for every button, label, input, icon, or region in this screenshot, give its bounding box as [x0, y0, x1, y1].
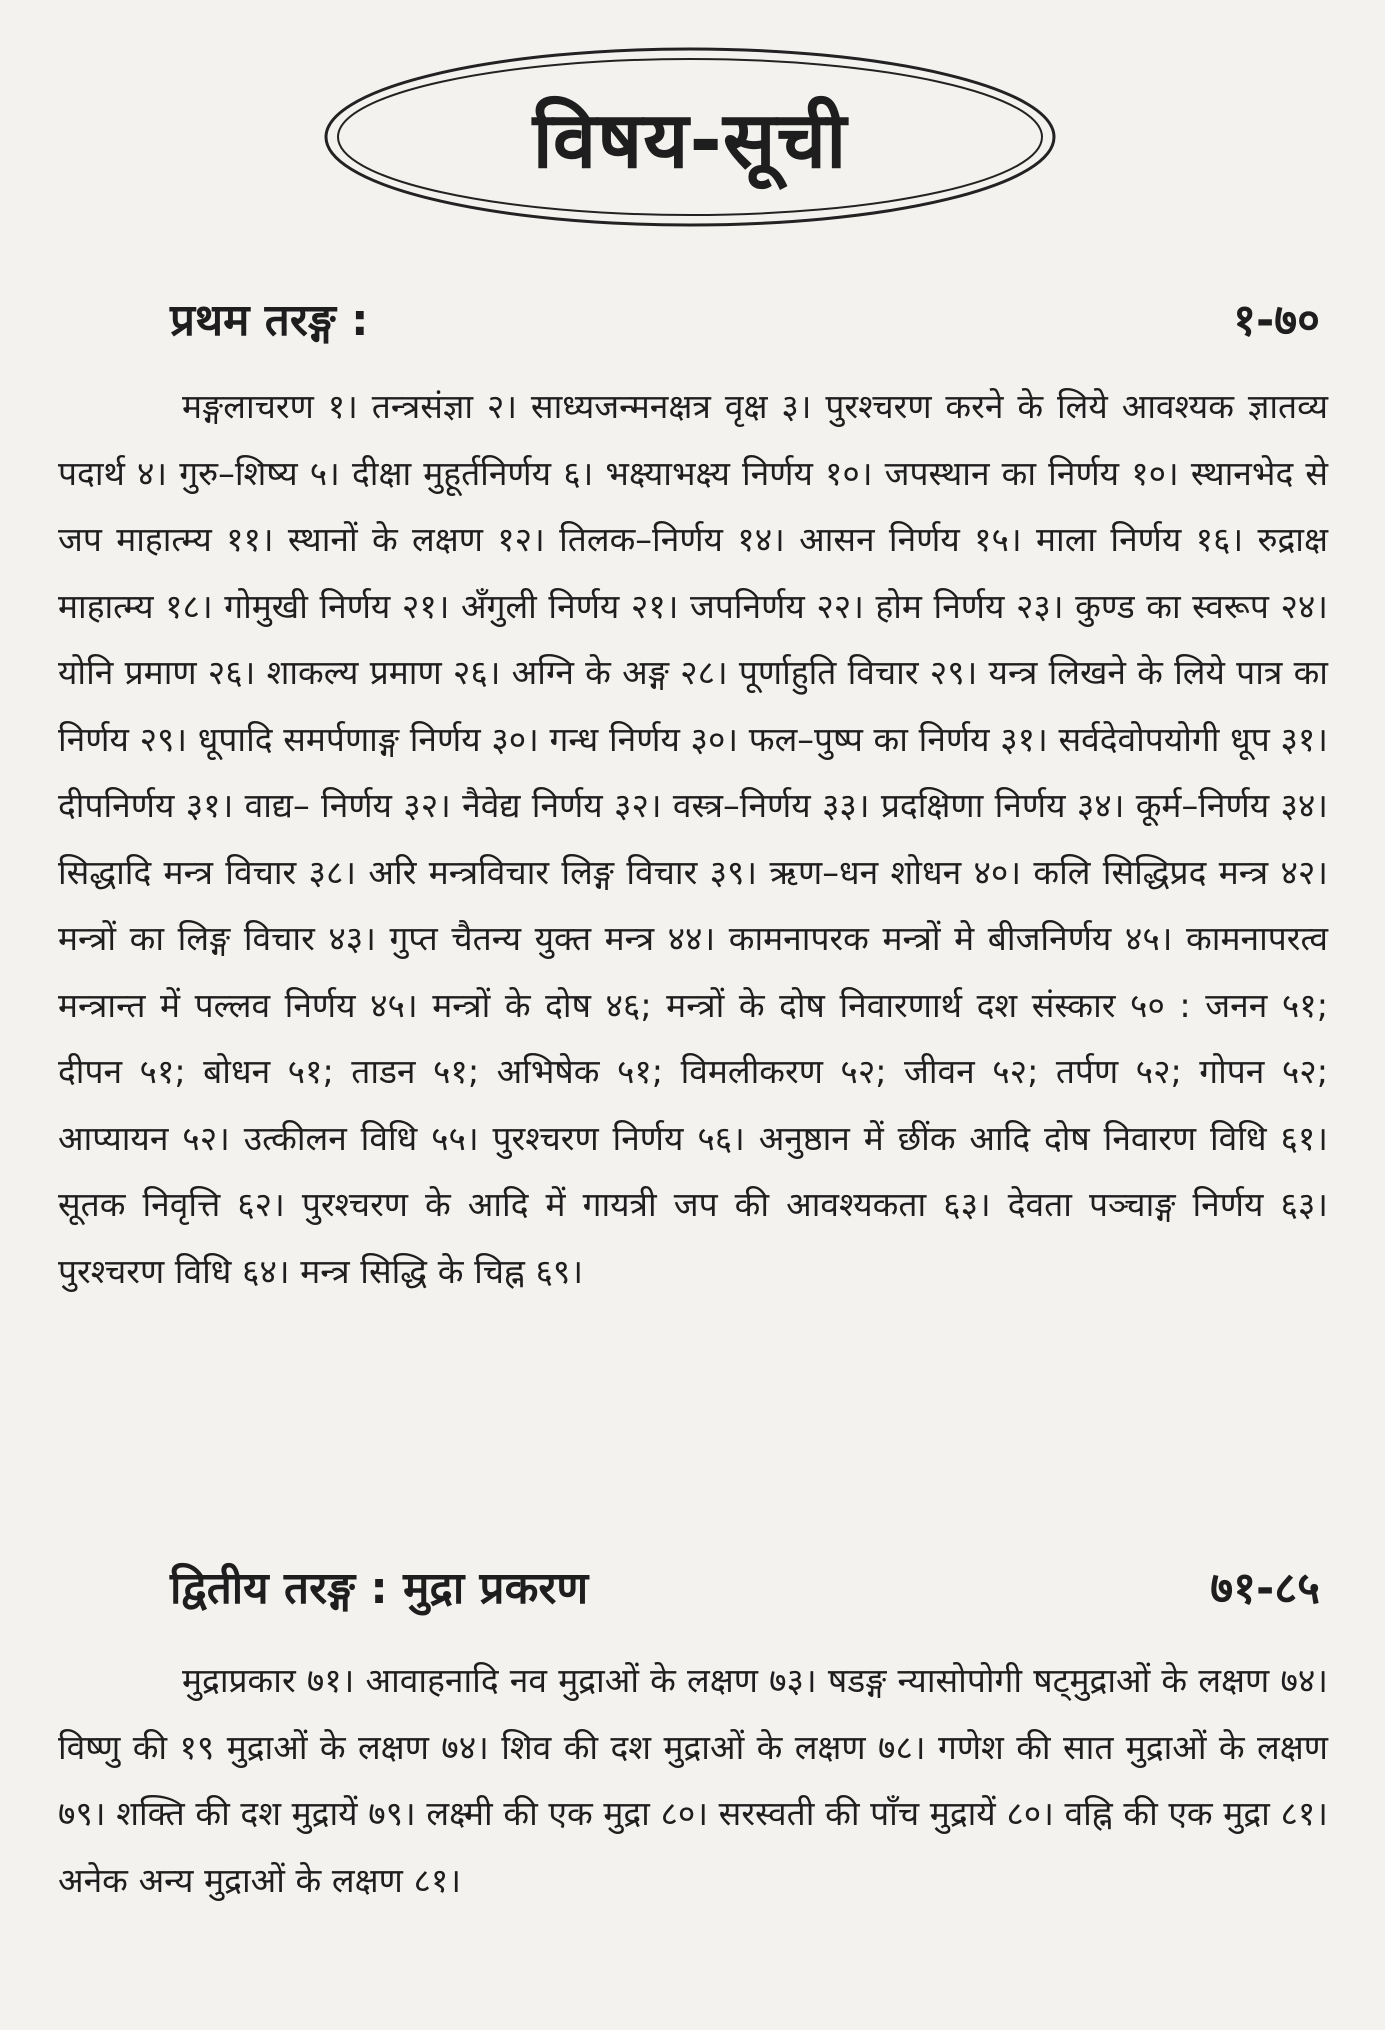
section-title: द्वितीय तरङ्ग : मुद्रा प्रकरण — [170, 1563, 589, 1614]
section-contents-1: मङ्गलाचरण १। तन्त्रसंज्ञा २। साध्यजन्मनक्षत्र वृक्ष ३। पुरश्चरण करने के लिये आवश्यक ज्ञातव्य पदार्थ ४। गुरु–शिष्य ५। दीक्षा मुहूर्तनिर्णय ६। भक्ष्याभक्ष्य निर्णय १०। जपस्थान का निर्णय १०। स्थानभेद से जप माहात्म्य ११। स्थानों के लक्षण १२। तिलक–निर्णय १४। आसन निर्णय १५। माला निर्णय १६। रुद्राक्ष माहात्म्य १८। गोमुखी निर्णय २१। अँगुली निर्णय २१। जपनिर्णय २२। होम निर्णय २३। कुण्ड का स्वरूप २४। योनि प्रमाण २६। शाकल्य प्रमाण २६। अग्नि के अङ्ग २८। पूर्णाहुति विचार २९। यन्त्र लिखने के लिये पात्र का निर्णय २९। धूपादि समर्पणाङ्ग निर्णय ३०। गन्ध निर्णय ३०। फल–पुष्प का निर्णय ३१। सर्वदेवोपयोगी धूप ३१। दीपनिर्णय ३१। वाद्य– निर्णय ३२। नैवेद्य निर्णय ३२। वस्त्र–निर्णय ३३। प्रदक्षिणा निर्णय ३४। कूर्म–निर्णय ३४। सिद्धादि मन्त्र विचार ३८। अरि मन्त्रविचार लिङ्ग विचार ३९। ऋण–धन शोधन ४०। कलि सिद्धिप्रद मन्त्र ४२। मन्त्रों का लिङ्ग विचार ४३। गुप्त चैतन्य युक्त मन्त्र ४४। कामनापरक मन्त्रों मे बीजनिर्णय ४५। कामनापरत्व मन्त्रान्त में पल्लव निर्णय ४५। मन्त्रों के दोष ४६; मन्त्रों के दोष निवारणार्थ दश संस्कार ५० : जनन ५१; दीपन ५१; बोधन ५१; ताडन ५१; अभिषेक ५१; विमलीकरण ५२; जीवन ५२; तर्पण ५२; गोपन ५२; आप्यायन ५२। उत्कीलन विधि ५५। पुरश्चरण निर्णय ५६। अनुष्ठान में छींक आदि दोष निवारण विधि ६१। सूतक निवृत्ति ६२। पुरश्चरण के आदि में गायत्री जप की आवश्यकता ६३। देवता पञ्चाङ्ग निर्णय ६३। पुरश्चरण विधि ६४। मन्त्र सिद्धि के चिह्न ६९। — [58, 387, 1328, 1291]
section-heading-1 — [170, 288, 1320, 358]
section-title: प्रथम तरङ्ग : — [170, 295, 369, 346]
section-heading-2 — [170, 1556, 1320, 1626]
section-page-range: १-७० — [1233, 295, 1320, 346]
section-page-range: ७१-८५ — [1210, 1563, 1320, 1614]
page-title: विषय-सूची — [532, 96, 848, 186]
title-cartouche — [320, 42, 1060, 232]
section-contents-2: मुद्राप्रकार ७१। आवाहनादि नव मुद्राओं के लक्षण ७३। षडङ्ग न्यासोपोगी षट्मुद्राओं के लक्षण ७४। विष्णु की १९ मुद्राओं के लक्षण ७४। शिव की दश मुद्राओं के लक्षण ७८। गणेश की सात मुद्राओं के लक्षण ७९। शक्ति की दश मुद्रायें ७९। लक्ष्मी की एक मुद्रा ८०। सरस्वती की पाँच मुद्रायें ८०। वह्नि की एक मुद्रा ८१। अनेक अन्य मुद्राओं के लक्षण ८१। — [58, 1661, 1328, 1900]
